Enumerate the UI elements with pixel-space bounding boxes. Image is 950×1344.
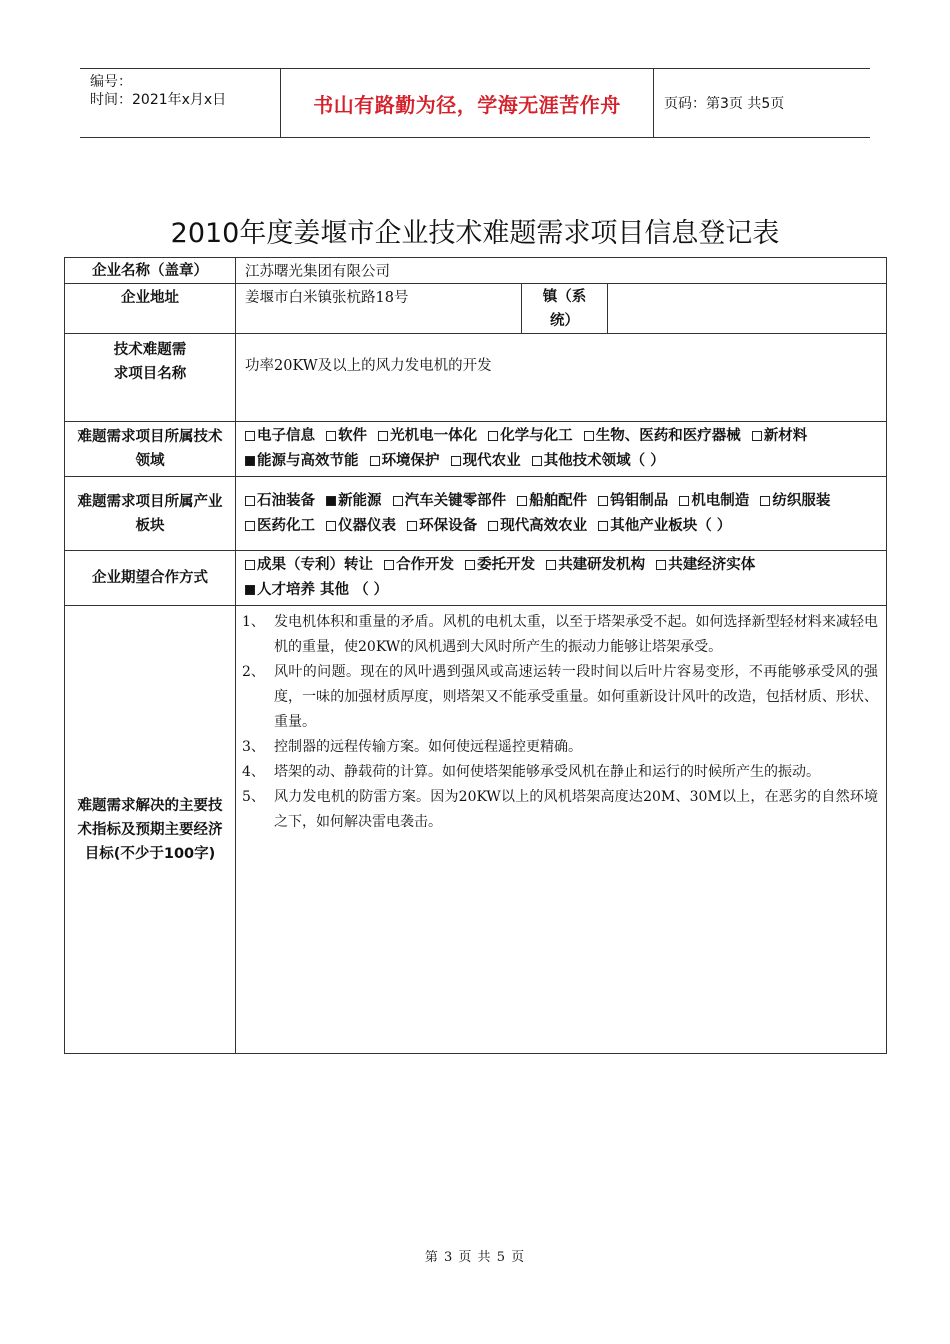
list-item-text: 控制器的远程传输方案。如何使远程遥控更精确。 [274,739,582,755]
list-item-number: 3、 [242,739,265,755]
checkbox-label: 新材料 [763,428,808,444]
industry-options [236,477,887,551]
unchecked-box-icon[interactable] [326,521,336,531]
list-item-number: 5、 [242,789,265,805]
header-page-cell [652,69,870,137]
checkbox-label: 船舶配件 [529,492,588,509]
checkbox-option[interactable] [326,428,367,444]
list-item [242,610,878,660]
checkbox-option[interactable] [245,428,315,444]
checkbox-option[interactable] [245,453,359,469]
tech-field-label: 难题需求项目所属技术领域 [65,422,236,477]
unchecked-box-icon[interactable] [407,521,417,531]
checkbox-option[interactable] [532,453,665,469]
checkbox-label: 现代农业 [462,453,521,469]
unchecked-box-icon[interactable] [245,496,255,506]
requirements-label: 难题需求解决的主要技术指标及预期主要经济目标(不少于100字) [65,606,236,1054]
unchecked-box-icon[interactable] [245,560,255,570]
row-industry [65,477,887,551]
list-item-text: 塔架的动、静载荷的计算。如何使塔架能够承受风机在静止和运行的时候所产生的振动。 [274,764,820,780]
code-label: 编号： [90,74,132,90]
unchecked-box-icon[interactable] [393,496,403,506]
unchecked-box-icon[interactable] [378,431,388,441]
checkbox-option[interactable] [598,518,731,534]
checkbox-label: 汽车关键零部件 [404,492,507,509]
document-title: 2010年度姜堰市企业技术难题需求项目信息登记表 [170,218,780,249]
time-label: 时间：2021年x月x日 [90,92,227,108]
row-project-name [65,334,887,422]
requirements-list[interactable] [236,606,887,1054]
checkbox-option[interactable] [679,493,749,509]
checkbox-option[interactable] [598,493,668,509]
checkbox-option[interactable] [370,453,440,469]
checkbox-option[interactable] [326,493,382,509]
industry-label: 难题需求项目所属产业板块 [65,477,236,551]
list-item-number: 4、 [242,764,265,780]
checkbox-option[interactable] [245,557,373,573]
row-requirements [65,606,887,1054]
checkbox-label: 能源与高效节能 [257,453,359,469]
checkbox-option[interactable] [517,493,587,509]
checkbox-option[interactable] [378,428,477,444]
unchecked-box-icon[interactable] [384,560,394,570]
checkbox-label: 生物、医药和医疗器械 [595,428,741,444]
list-item-number: 1、 [242,614,265,630]
checkbox-label: 新能源 [338,492,382,509]
list-item-text: 风叶的问题。现在的风叶遇到强风或高速运转一段时间以后叶片容易变形，不再能够承受风的强度，一味的加强材质厚度，则塔架又不能承受重量。如何重新设计风叶的改造，包括材质、形状、重量。 [274,664,879,730]
checked-box-icon[interactable] [245,585,255,595]
town-label: 镇（系统） [522,284,608,334]
list-item-text: 发电机体积和重量的矛盾。风机的电机太重，以至于塔架承受不起。如何选择新型轻材料来减轻电机的重量，使20KW的风机遇到大风时所产生的振动力能够让塔架承受。 [274,614,879,655]
checkbox-label: 共建研发机构 [558,557,646,573]
unchecked-box-icon[interactable] [656,560,666,570]
list-item [242,760,878,785]
unchecked-box-icon[interactable] [546,560,556,570]
checkbox-label: 合作开发 [396,557,455,573]
unchecked-box-icon[interactable] [451,456,461,466]
unchecked-box-icon[interactable] [245,431,255,441]
page-footer: 第 3 页 共 5 页 [424,1250,526,1265]
registration-form [64,257,887,1054]
unchecked-box-icon[interactable] [517,496,527,506]
unchecked-box-icon[interactable] [488,521,498,531]
project-name-value[interactable]: 功率20KW及以上的风力发电机的开发 [236,334,887,422]
checkbox-label: 医药化工 [257,517,315,534]
checkbox-option[interactable] [488,428,573,444]
header-motto-cell [280,69,654,137]
project-name-label: 技术难题需求项目名称 [65,334,236,422]
checkbox-option[interactable] [393,493,507,509]
unchecked-box-icon[interactable] [679,496,689,506]
checkbox-label: 光机电一体化 [390,428,478,444]
checkbox-label: 钨钼制品 [610,492,669,509]
company-name-value[interactable]: 江苏曙光集团有限公司 [236,258,887,284]
checkbox-label: 环境保护 [381,453,440,469]
checkbox-option[interactable] [245,518,315,534]
checkbox-option[interactable] [760,493,830,509]
company-name-label: 企业名称（盖章） [65,258,236,284]
checkbox-label: 纺织服装 [772,492,831,509]
checkbox-option[interactable] [465,557,535,573]
town-value[interactable] [608,284,887,334]
checkbox-option[interactable] [584,428,741,444]
checkbox-option[interactable] [245,582,388,598]
checkbox-label: 共建经济实体 [668,557,756,573]
checkbox-option[interactable] [546,557,645,573]
checkbox-option[interactable] [451,453,521,469]
checkbox-label: 其他产业板块（ ） [610,517,732,534]
unchecked-box-icon[interactable] [465,560,475,570]
checkbox-label: 软件 [338,428,368,444]
unchecked-box-icon[interactable] [760,496,770,506]
checkbox-option[interactable] [752,428,808,444]
checkbox-label: 其他技术领域（ ） [543,453,665,469]
cooperation-label: 企业期望合作方式 [65,551,236,606]
checkbox-label: 人才培养 其他 （ ） [257,582,389,598]
page-info: 页码：第3页 共5页 [664,96,785,112]
checkbox-label: 现代高效农业 [500,517,588,534]
row-tech-field [65,422,887,477]
checkbox-label: 成果（专利）转让 [257,557,373,573]
unchecked-box-icon[interactable] [584,431,594,441]
list-item [242,660,878,735]
checked-box-icon[interactable] [245,456,255,466]
checkbox-option[interactable] [488,518,587,534]
list-item-number: 2、 [242,664,265,680]
checkbox-label: 委托开发 [477,557,536,573]
list-item [242,735,878,760]
checkbox-option[interactable] [326,518,396,534]
checkbox-option[interactable] [407,518,477,534]
checkbox-label: 机电制造 [691,492,750,509]
checkbox-option[interactable] [245,493,315,509]
row-company-name [65,258,887,284]
checkbox-option[interactable] [384,557,454,573]
checkbox-label: 环保设备 [419,517,478,534]
checkbox-label: 仪器仪表 [338,517,397,534]
address-value[interactable]: 姜堰市白米镇张杭路18号 [236,284,522,334]
unchecked-box-icon[interactable] [532,456,542,466]
row-address [65,284,887,334]
list-item [242,785,878,835]
unchecked-box-icon[interactable] [598,496,608,506]
checkbox-label: 石油装备 [257,492,315,509]
checkbox-label: 化学与化工 [500,428,573,444]
unchecked-box-icon[interactable] [488,431,498,441]
cooperation-options [236,551,887,606]
unchecked-box-icon[interactable] [370,456,380,466]
unchecked-box-icon[interactable] [598,521,608,531]
unchecked-box-icon[interactable] [326,431,336,441]
row-cooperation [65,551,887,606]
unchecked-box-icon[interactable] [752,431,762,441]
checkbox-label: 电子信息 [257,428,315,444]
tech-field-options [236,422,887,477]
motto: 书山有路勤为径，学海无涯苦作舟 [313,92,621,117]
list-item-text: 风力发电机的防雷方案。因为20KW以上的风机塔架高度达20M、30M以上，在恶劣的自然环境之下，如何解决雷电袭击。 [274,789,879,830]
address-label: 企业地址 [65,284,236,334]
header-meta [80,69,280,137]
unchecked-box-icon[interactable] [245,521,255,531]
page-header [80,68,870,138]
checkbox-option[interactable] [656,557,755,573]
checked-box-icon[interactable] [326,496,336,506]
